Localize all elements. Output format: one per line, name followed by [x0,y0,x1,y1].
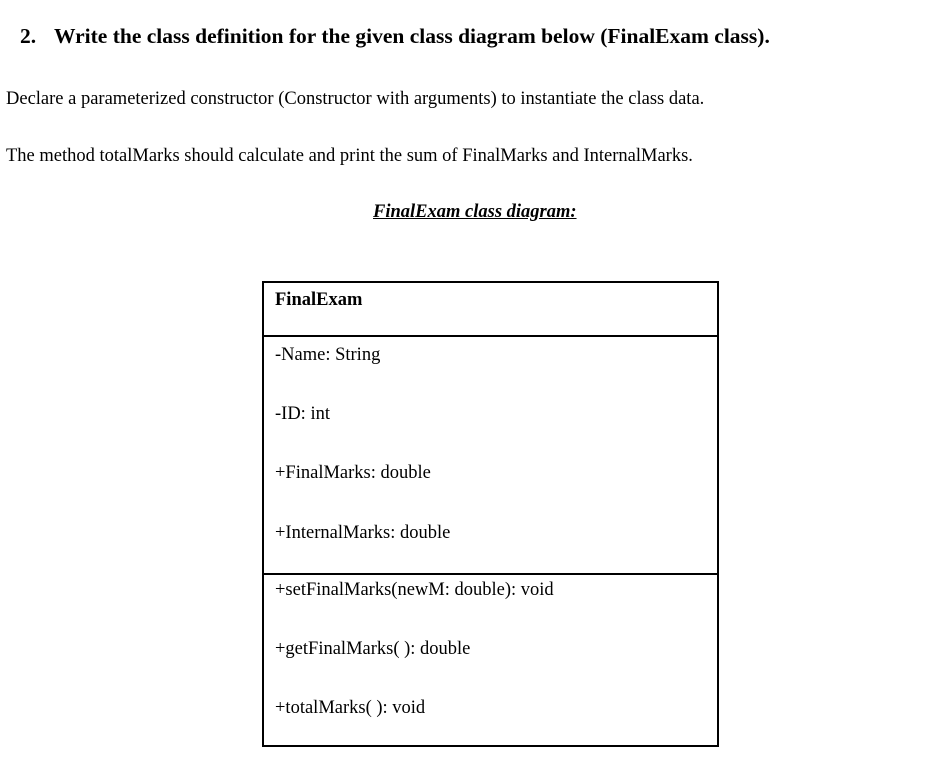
uml-attribute: -ID: int [275,404,330,424]
instruction-paragraph-constructor: Declare a parameterized constructor (Constructor with arguments) to instantiate the class data. [6,89,705,109]
uml-attribute: +FinalMarks: double [275,463,431,483]
instruction-paragraph-total-marks: The method totalMarks should calculate and print the sum of FinalMarks and InternalMarks. [6,146,693,166]
question-heading-text: Write the class definition for the given class diagram below (FinalExam class). [54,24,770,48]
uml-method: +getFinalMarks( ): double [275,639,471,659]
uml-attribute: +InternalMarks: double [275,523,451,543]
diagram-caption: FinalExam class diagram: [373,202,577,222]
uml-class-box [262,281,719,747]
question-heading [20,26,770,48]
question-number: 2. [20,24,37,48]
uml-class-name-compartment [264,283,717,337]
uml-class-name: FinalExam [275,290,363,310]
uml-attribute: -Name: String [275,345,381,365]
uml-method: +setFinalMarks(newM: double): void [275,580,554,600]
uml-methods-compartment [264,575,717,745]
uml-attributes-compartment [264,337,717,575]
uml-method: +totalMarks( ): void [275,698,426,718]
